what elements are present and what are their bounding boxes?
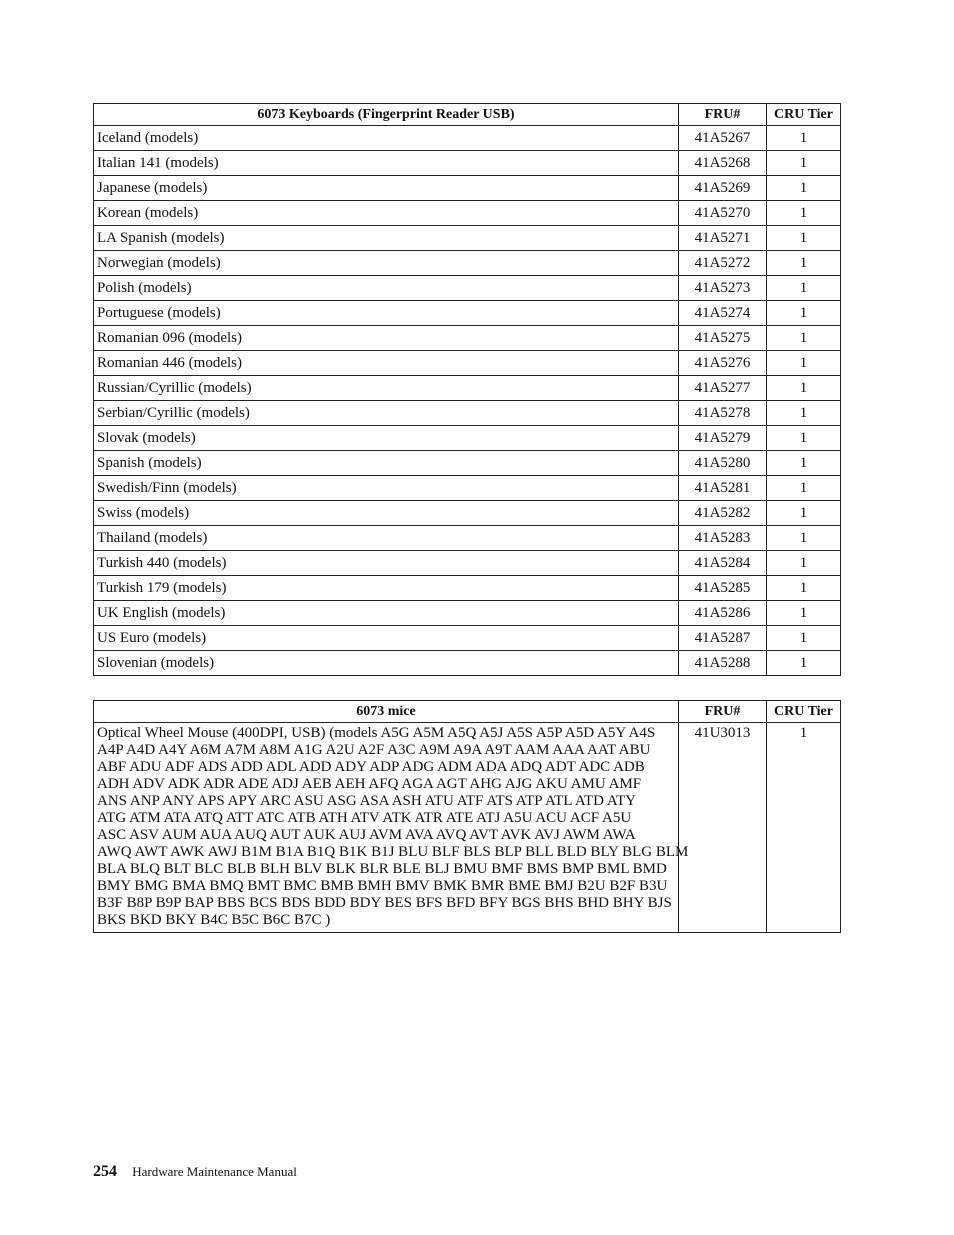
cell-description: UK English (models) xyxy=(94,601,679,626)
table-row xyxy=(94,201,841,226)
manual-title: Hardware Maintenance Manual xyxy=(132,1164,297,1179)
cell-cru-tier: 1 xyxy=(767,176,841,201)
cell-fru-number: 41A5275 xyxy=(679,326,767,351)
cell-description: LA Spanish (models) xyxy=(94,226,679,251)
cell-fru-number: 41A5274 xyxy=(679,301,767,326)
cell-fru-number: 41A5267 xyxy=(679,126,767,151)
cell-description: Norwegian (models) xyxy=(94,251,679,276)
table-row xyxy=(94,401,841,426)
table-row xyxy=(94,476,841,501)
cell-description: Turkish 179 (models) xyxy=(94,576,679,601)
table-row xyxy=(94,526,841,551)
table-row xyxy=(94,151,841,176)
cell-description: Russian/Cyrillic (models) xyxy=(94,376,679,401)
table-row xyxy=(94,301,841,326)
description-line: A4P A4D A4Y A6M A7M A8M A1G A2U A2F A3C A9M A9A A9T AAM AAA AAT ABU xyxy=(97,742,651,758)
cell-fru-number: 41A5286 xyxy=(679,601,767,626)
table-row xyxy=(94,351,841,376)
table-row xyxy=(94,576,841,601)
cell-description: Thailand (models) xyxy=(94,526,679,551)
cell-cru-tier: 1 xyxy=(767,151,841,176)
description-line: AWQ AWT AWK AWJ B1M B1A B1Q B1K B1J BLU BLF BLS BLP BLL BLD BLY BLG BLM xyxy=(97,844,689,860)
page-footer xyxy=(93,1163,297,1181)
table-row xyxy=(94,251,841,276)
table-row xyxy=(94,723,841,933)
table-row xyxy=(94,226,841,251)
cell-description: Swedish/Finn (models) xyxy=(94,476,679,501)
table-row xyxy=(94,551,841,576)
table-row xyxy=(94,126,841,151)
cell-description: Romanian 446 (models) xyxy=(94,351,679,376)
cell-cru-tier: 1 xyxy=(767,551,841,576)
table-row xyxy=(94,176,841,201)
description-line: BLA BLQ BLT BLC BLB BLH BLV BLK BLR BLE BLJ BMU BMF BMS BMP BML BMD xyxy=(97,861,667,877)
cell-cru-tier: 1 xyxy=(767,723,841,933)
cell-description: Swiss (models) xyxy=(94,501,679,526)
cell-fru-number: 41A5273 xyxy=(679,276,767,301)
table-row xyxy=(94,601,841,626)
description-line: ATG ATM ATA ATQ ATT ATC ATB ATH ATV ATK ATR ATE ATJ A5U ACU ACF A5U xyxy=(97,810,632,826)
cell-cru-tier: 1 xyxy=(767,476,841,501)
column-header-description: 6073 Keyboards (Fingerprint Reader USB) xyxy=(94,104,679,126)
cell-fru-number: 41A5280 xyxy=(679,451,767,476)
cell-description: Polish (models) xyxy=(94,276,679,301)
cell-cru-tier: 1 xyxy=(767,651,841,676)
table-row xyxy=(94,626,841,651)
description-line: ASC ASV AUM AUA AUQ AUT AUK AUJ AVM AVA AVQ AVT AVK AVJ AWM AWA xyxy=(97,827,636,843)
column-header-description: 6073 mice xyxy=(94,701,679,723)
column-header-fru: FRU# xyxy=(679,701,767,723)
description-line: ANS ANP ANY APS APY ARC ASU ASG ASA ASH ATU ATF ATS ATP ATL ATD ATY xyxy=(97,793,637,809)
cell-fru-number: 41A5282 xyxy=(679,501,767,526)
cell-fru-number: 41A5276 xyxy=(679,351,767,376)
cell-description: Iceland (models) xyxy=(94,126,679,151)
cell-cru-tier: 1 xyxy=(767,426,841,451)
cell-cru-tier: 1 xyxy=(767,626,841,651)
description-line: BMY BMG BMA BMQ BMT BMC BMB BMH BMV BMK BMR BME BMJ B2U B2F B3U xyxy=(97,878,668,894)
cell-fru-number: 41A5271 xyxy=(679,226,767,251)
cell-fru-number: 41A5270 xyxy=(679,201,767,226)
cell-description: Spanish (models) xyxy=(94,451,679,476)
cell-fru-number: 41A5281 xyxy=(679,476,767,501)
cell-description: Japanese (models) xyxy=(94,176,679,201)
cell-fru-number: 41A5272 xyxy=(679,251,767,276)
table-row xyxy=(94,326,841,351)
table-header-row xyxy=(94,104,841,126)
column-header-cru-tier: CRU Tier xyxy=(767,104,841,126)
table-row xyxy=(94,426,841,451)
cell-description: Korean (models) xyxy=(94,201,679,226)
cell-description: US Euro (models) xyxy=(94,626,679,651)
cell-fru-number: 41A5287 xyxy=(679,626,767,651)
table-row xyxy=(94,651,841,676)
cell-cru-tier: 1 xyxy=(767,376,841,401)
page-number: 254 xyxy=(93,1163,117,1180)
table-row xyxy=(94,451,841,476)
cell-cru-tier: 1 xyxy=(767,401,841,426)
cell-fru-number: 41A5285 xyxy=(679,576,767,601)
column-header-fru: FRU# xyxy=(679,104,767,126)
description-line: BKS BKD BKY B4C B5C B6C B7C ) xyxy=(97,912,331,928)
cell-fru-number: 41A5278 xyxy=(679,401,767,426)
cell-description: Romanian 096 (models) xyxy=(94,326,679,351)
cell-cru-tier: 1 xyxy=(767,526,841,551)
keyboards-fru-table xyxy=(93,103,841,676)
cell-description: Serbian/Cyrillic (models) xyxy=(94,401,679,426)
cell-fru-number: 41U3013 xyxy=(679,723,767,933)
cell-cru-tier: 1 xyxy=(767,276,841,301)
cell-description: Portuguese (models) xyxy=(94,301,679,326)
cell-fru-number: 41A5269 xyxy=(679,176,767,201)
cell-cru-tier: 1 xyxy=(767,226,841,251)
cell-fru-number: 41A5284 xyxy=(679,551,767,576)
cell-cru-tier: 1 xyxy=(767,201,841,226)
cell-fru-number: 41A5288 xyxy=(679,651,767,676)
cell-cru-tier: 1 xyxy=(767,501,841,526)
cell-cru-tier: 1 xyxy=(767,126,841,151)
cell-cru-tier: 1 xyxy=(767,301,841,326)
cell-description: Italian 141 (models) xyxy=(94,151,679,176)
cell-cru-tier: 1 xyxy=(767,601,841,626)
cell-fru-number: 41A5279 xyxy=(679,426,767,451)
cell-description: Turkish 440 (models) xyxy=(94,551,679,576)
description-line: ADH ADV ADK ADR ADE ADJ AEB AEH AFQ AGA AGT AHG AJG AKU AMU AMF xyxy=(97,776,642,792)
cell-description: Slovak (models) xyxy=(94,426,679,451)
cell-cru-tier: 1 xyxy=(767,351,841,376)
description-line: ABF ADU ADF ADS ADD ADL ADD ADY ADP ADG ADM ADA ADQ ADT ADC ADB xyxy=(97,759,645,775)
description-line: Optical Wheel Mouse (400DPI, USB) (models A5G A5M A5Q A5J A5S A5P A5D A5Y A4S xyxy=(97,725,656,741)
column-header-cru-tier: CRU Tier xyxy=(767,701,841,723)
table-header-row xyxy=(94,701,841,723)
cell-cru-tier: 1 xyxy=(767,251,841,276)
cell-cru-tier: 1 xyxy=(767,326,841,351)
cell-fru-number: 41A5268 xyxy=(679,151,767,176)
cell-fru-number: 41A5283 xyxy=(679,526,767,551)
mice-fru-table xyxy=(93,700,841,933)
table-row xyxy=(94,376,841,401)
cell-cru-tier: 1 xyxy=(767,576,841,601)
cell-description xyxy=(94,723,689,933)
description-line: B3F B8P B9P BAP BBS BCS BDS BDD BDY BES BFS BFD BFY BGS BHS BHD BHY BJS xyxy=(97,895,672,911)
cell-cru-tier: 1 xyxy=(767,451,841,476)
cell-fru-number: 41A5277 xyxy=(679,376,767,401)
table-row xyxy=(94,501,841,526)
table-row xyxy=(94,276,841,301)
cell-description: Slovenian (models) xyxy=(94,651,679,676)
